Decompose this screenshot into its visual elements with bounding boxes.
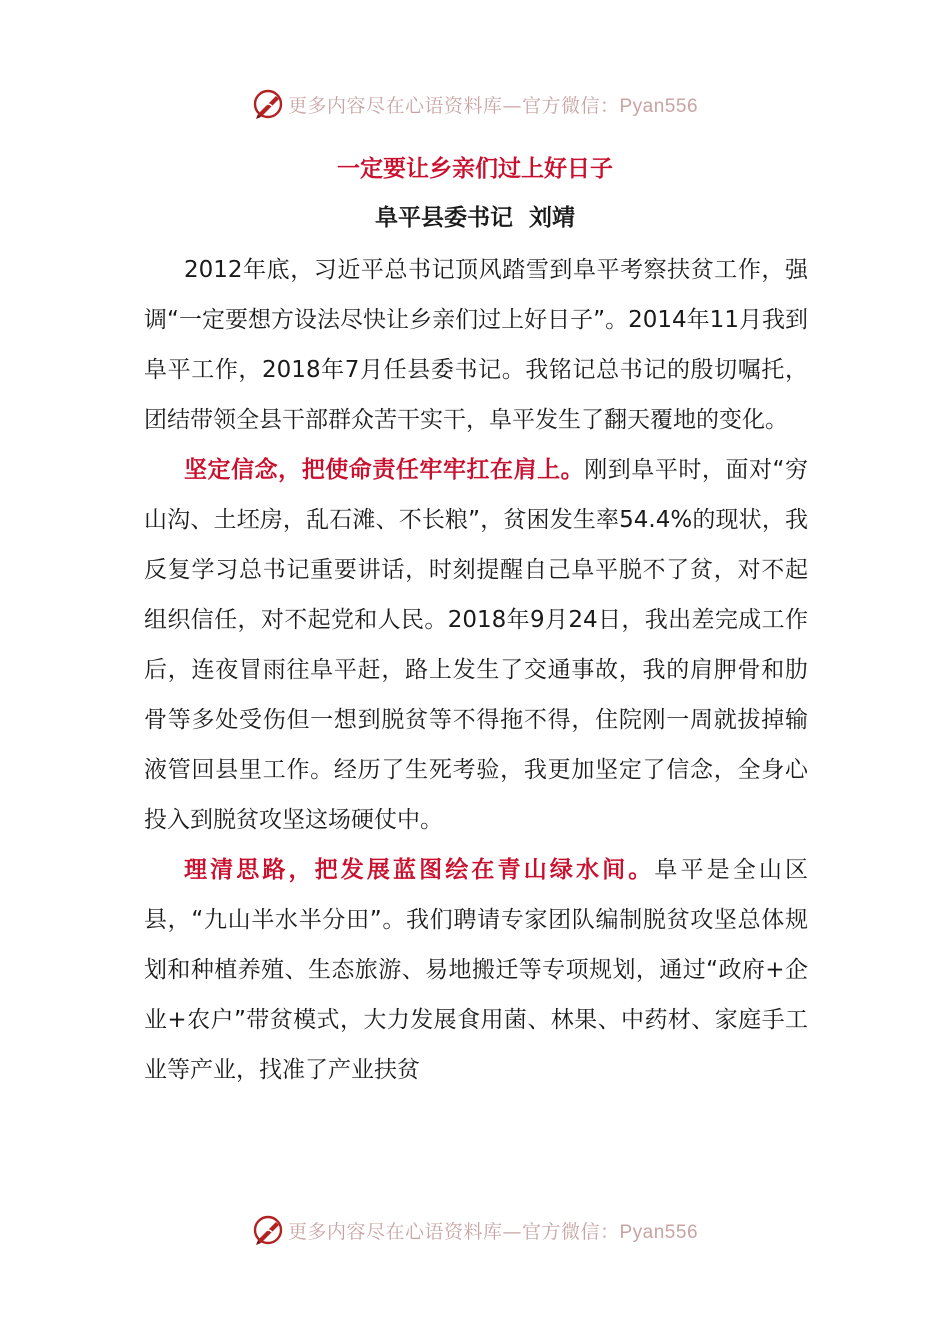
paragraph-body: 刚到阜平时，面对“穷山沟、土坯房，乱石滩、不长粮”，贫困发生率54.4%的现状，我反复学习总书记重要讲话，时刻提醒自己阜平脱不了贫，对不起组织信任，对不起党和人民。2018年9月24日，我出差完成工作后，连夜冒雨往阜平赶，路上发生了交通事故，我的肩胛骨和肋骨等多处受伤但一想到脱贫等不得拖不得，住院刚一周就拔掉输液管回县里工作。经历了生死考验，我更加坚定了信念，全身心投入到脱贫攻坚这场硬仗中。 [144,457,809,833]
paragraph-body: 2012年底，习近平总书记顶风踏雪到阜平考察扶贫工作，强调“一定要想方设法尽快让乡亲们过上好日子”。2014年11月我到阜平工作，2018年7月任县委书记。我铭记总书记的殷切嘱托，团结带领全县干部群众苦干实干，阜平发生了翻天覆地的变化。 [144,257,808,433]
paragraph [144,245,808,445]
footer-banner [0,1210,950,1250]
paragraph [144,845,808,1095]
pen-logo-icon [252,1214,284,1246]
banner-text: 更多内容尽在心语资料库—官方微信：Pyan556 [287,94,699,117]
wechat-id: Pyan556 [619,95,699,117]
paragraph-lead: 坚定信念，把使命责任牢牢扛在肩上。 [184,457,585,483]
wechat-id: Pyan556 [619,1221,699,1243]
banner-text: 更多内容尽在心语资料库—官方微信：Pyan556 [287,1220,699,1243]
header-banner [0,84,950,124]
paragraph-body: 阜平是全山区县，“九山半水半分田”。我们聘请专家团队编制脱贫攻坚总体规划和种植养殖、生态旅游、易地搬迁等专项规划，通过“政府+企业+农户”带贫模式，大力发展食用菌、林果、中药材、家庭手工业等产业，找准了产业扶贫 [144,857,809,1083]
paragraph-lead: 理清思路，把发展蓝图绘在青山绿水间。 [184,857,655,883]
author-line: 阜平县委书记 刘靖 [374,205,575,231]
paragraph [144,445,808,845]
document-title: 一定要让乡亲们过上好日子 [337,156,613,182]
pen-logo-icon [252,88,284,120]
document-body [144,245,808,1095]
